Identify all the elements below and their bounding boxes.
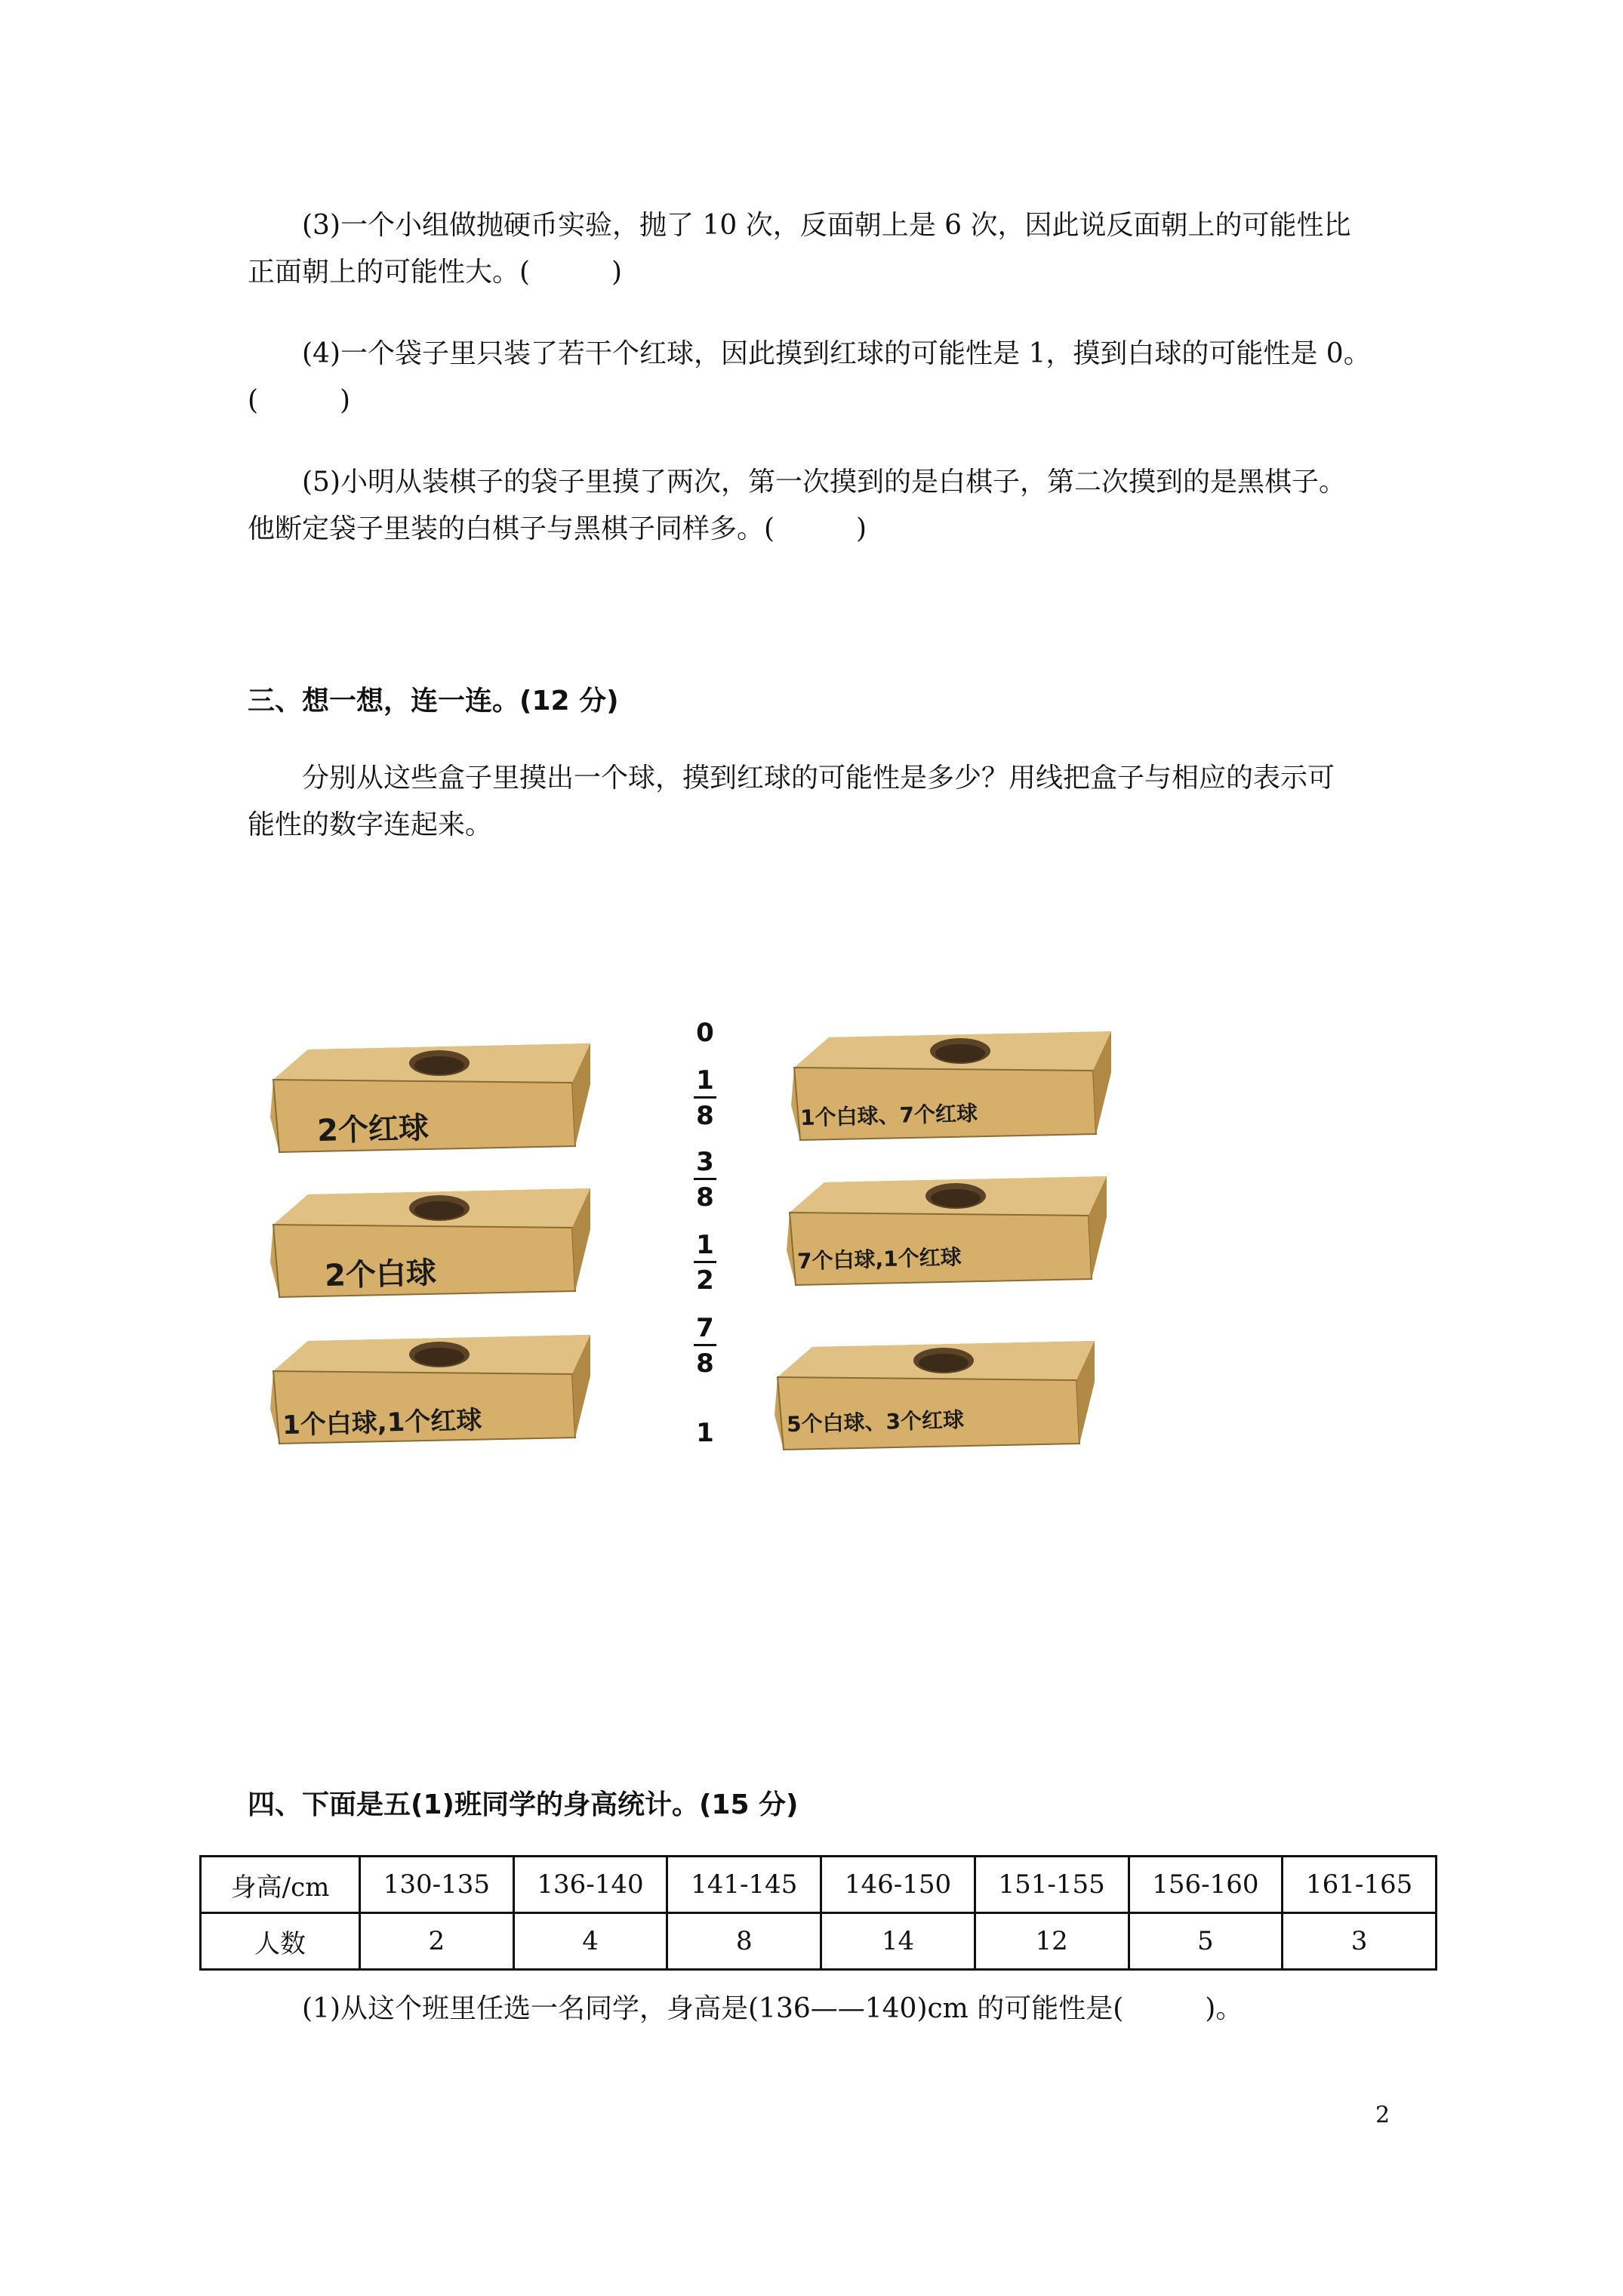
- box-left-2-label: 2个白球: [324, 1256, 437, 1294]
- probability-1[interactable]: 1: [696, 1418, 714, 1448]
- fraction-denominator: 2: [696, 1265, 714, 1296]
- table-cell: 身高/cm: [201, 1857, 360, 1913]
- probability-7-8[interactable]: [682, 1314, 728, 1378]
- table-cell: 146-150: [821, 1857, 975, 1913]
- section3-heading: 三、想一想，连一连。(12 分): [248, 686, 619, 717]
- question-5-line1: (5)小明从装棋子的袋子里摸了两次，第一次摸到的是白棋子，第二次摸到的是黑棋子。: [302, 467, 1346, 498]
- table-cell: 151-155: [975, 1857, 1129, 1913]
- fraction-denominator: 8: [696, 1182, 714, 1213]
- box-right-2-label: 7个白球,1个红球: [796, 1244, 962, 1274]
- question-4-line2: ( ): [248, 385, 351, 416]
- box-drawing: [785, 1021, 1117, 1151]
- table-cell: 136-140: [513, 1857, 667, 1913]
- box-left-2[interactable]: [264, 1178, 596, 1308]
- table-cell: 8: [667, 1913, 821, 1970]
- probability-3-8[interactable]: [682, 1148, 728, 1212]
- box-drawing: [781, 1166, 1113, 1296]
- fraction-bar: [694, 1344, 716, 1346]
- probability-1-8[interactable]: [682, 1066, 728, 1130]
- box-left-1[interactable]: [264, 1033, 596, 1163]
- fraction-numerator: 1: [696, 1065, 714, 1096]
- section3-instruction-line2: 能性的数字连起来。: [248, 809, 493, 840]
- question-3-line2: 正面朝上的可能性大。( ): [248, 257, 623, 288]
- question-5-line2: 他断定袋子里装的白棋子与黑棋子同样多。( ): [248, 513, 867, 544]
- table-cell: 141-145: [667, 1857, 821, 1913]
- section4-question-1-text: (1)从这个班里任选一名同学，身高是(136——140)cm 的可能性是( )。: [302, 1993, 1243, 2024]
- table-cell: 14: [821, 1913, 975, 1970]
- box-right-2[interactable]: [781, 1166, 1113, 1296]
- table-cell: 4: [513, 1913, 667, 1970]
- question-3-line1: (3)一个小组做抛硬币实验，抛了 10 次，反面朝上是 6 次，因此说反面朝上的可能性比: [302, 210, 1351, 241]
- section4-heading: 四、下面是五(1)班同学的身高统计。(15 分): [248, 1789, 799, 1820]
- section4-question-1: [248, 1986, 1410, 2032]
- box-right-1-label: 1个白球、7个红球: [799, 1100, 978, 1131]
- table-cell: 130-135: [360, 1857, 514, 1913]
- probability-1-2[interactable]: [682, 1231, 728, 1295]
- fraction-numerator: 7: [696, 1313, 714, 1343]
- question-3: [248, 202, 1410, 296]
- table-cell: 人数: [201, 1913, 360, 1970]
- box-right-1[interactable]: [785, 1021, 1117, 1151]
- fraction-denominator: 8: [696, 1101, 714, 1131]
- section3-instruction-line1: 分别从这些盒子里摸出一个球，摸到红球的可能性是多少？用线把盒子与相应的表示可: [302, 763, 1335, 794]
- box-drawing: [768, 1330, 1101, 1460]
- table-cell: 156-160: [1129, 1857, 1283, 1913]
- fraction-bar: [694, 1261, 716, 1263]
- table-row: [201, 1913, 1437, 1970]
- question-4-line1: (4)一个袋子里只装了若干个红球，因此摸到红球的可能性是 1，摸到白球的可能性是 0。: [302, 338, 1371, 369]
- box-right-3[interactable]: [768, 1330, 1101, 1460]
- probability-0[interactable]: 0: [696, 1018, 714, 1048]
- fraction-bar: [694, 1178, 716, 1180]
- question-5: [248, 459, 1410, 553]
- table-cell: 2: [360, 1913, 514, 1970]
- page-number: 2: [1375, 2102, 1390, 2128]
- fraction-denominator: 8: [696, 1348, 714, 1379]
- fraction-numerator: 1: [696, 1230, 714, 1260]
- height-stats-table: [199, 1855, 1437, 1971]
- box-right-3-label: 5个白球、3个红球: [786, 1407, 965, 1438]
- box-left-3[interactable]: [264, 1324, 596, 1454]
- table-cell: 12: [975, 1913, 1129, 1970]
- fraction-numerator: 3: [696, 1147, 714, 1177]
- table-cell: 5: [1129, 1913, 1283, 1970]
- question-4: [248, 331, 1410, 424]
- fraction-bar: [694, 1096, 716, 1099]
- table-row: [201, 1857, 1437, 1913]
- box-left-3-label: 1个白球,1个红球: [282, 1405, 482, 1441]
- section3-instruction: [248, 755, 1410, 849]
- box-left-1-label: 2个红球: [316, 1111, 430, 1149]
- table-cell: 3: [1283, 1913, 1437, 1970]
- probability-column: [682, 1018, 728, 1471]
- table-cell: 161-165: [1283, 1857, 1437, 1913]
